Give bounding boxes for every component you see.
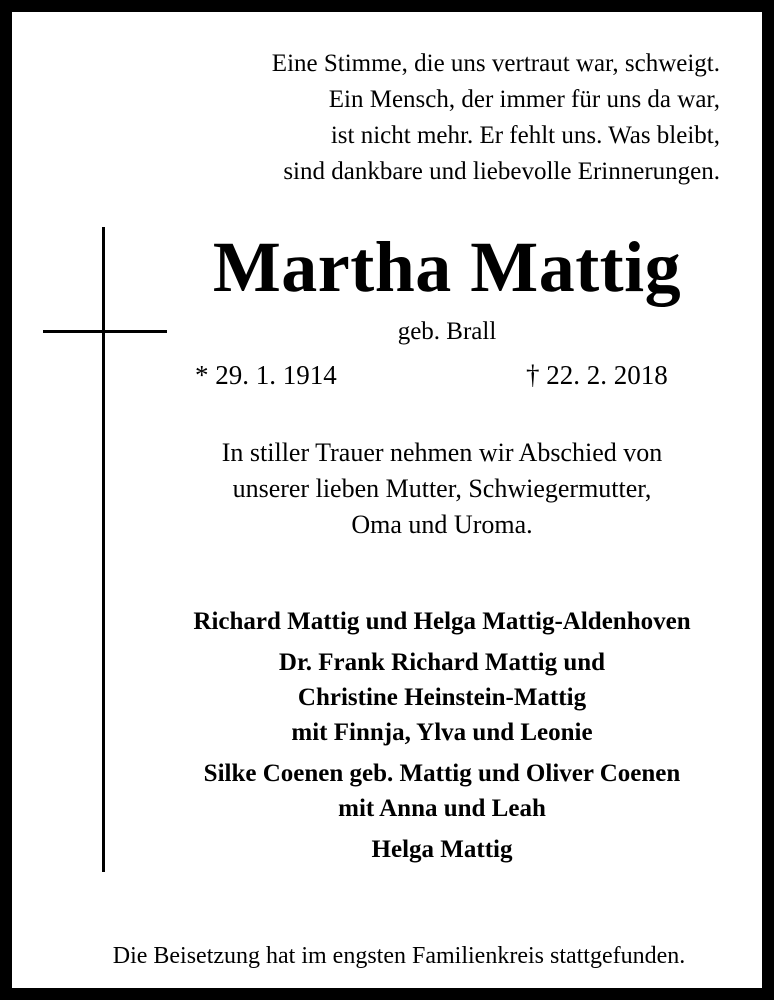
family-line: mit Finnja, Ylva und Leonie xyxy=(291,719,593,746)
mourning-message xyxy=(122,435,762,543)
cross-icon-bar xyxy=(43,330,167,333)
family-line: Richard Mattig und Helga Mattig-Aldenhoven xyxy=(193,608,691,635)
family-line: Helga Mattig xyxy=(371,836,513,863)
poem-line: Eine Stimme, die uns vertraut war, schweigt. xyxy=(271,50,720,77)
family-group xyxy=(122,645,762,750)
poem xyxy=(272,46,720,190)
cross-icon xyxy=(102,227,105,872)
family-line: Dr. Frank Richard Mattig und xyxy=(278,649,606,676)
deceased-name: Martha Mattig xyxy=(212,227,682,307)
poem-line: sind dankbare und liebevolle Erinnerungen. xyxy=(283,158,720,185)
family-group xyxy=(122,604,762,639)
family-group xyxy=(122,832,762,867)
family-list xyxy=(122,604,762,867)
message-line: unserer lieben Mutter, Schwiegermutter, xyxy=(232,474,652,503)
poem-line: ist nicht mehr. Er fehlt uns. Was bleibt, xyxy=(330,122,720,149)
message-line: In stiller Trauer nehmen wir Abschied von xyxy=(221,438,663,467)
death-date: † 22. 2. 2018 xyxy=(526,360,668,390)
poem-line: Ein Mensch, der immer für uns da war, xyxy=(328,86,720,113)
birth-date: * 29. 1. 1914 xyxy=(195,360,337,390)
maiden-name: geb. Brall xyxy=(397,318,497,345)
family-line: Silke Coenen geb. Mattig und Oliver Coenen xyxy=(203,760,681,787)
family-line: mit Anna und Leah xyxy=(338,795,546,822)
message-line: Oma und Uroma. xyxy=(351,510,533,539)
family-line: Christine Heinstein-Mattig xyxy=(297,684,587,711)
family-group xyxy=(122,756,762,826)
burial-note: Die Beisetzung hat im engsten Familienkreis stattgefunden. xyxy=(112,943,686,969)
